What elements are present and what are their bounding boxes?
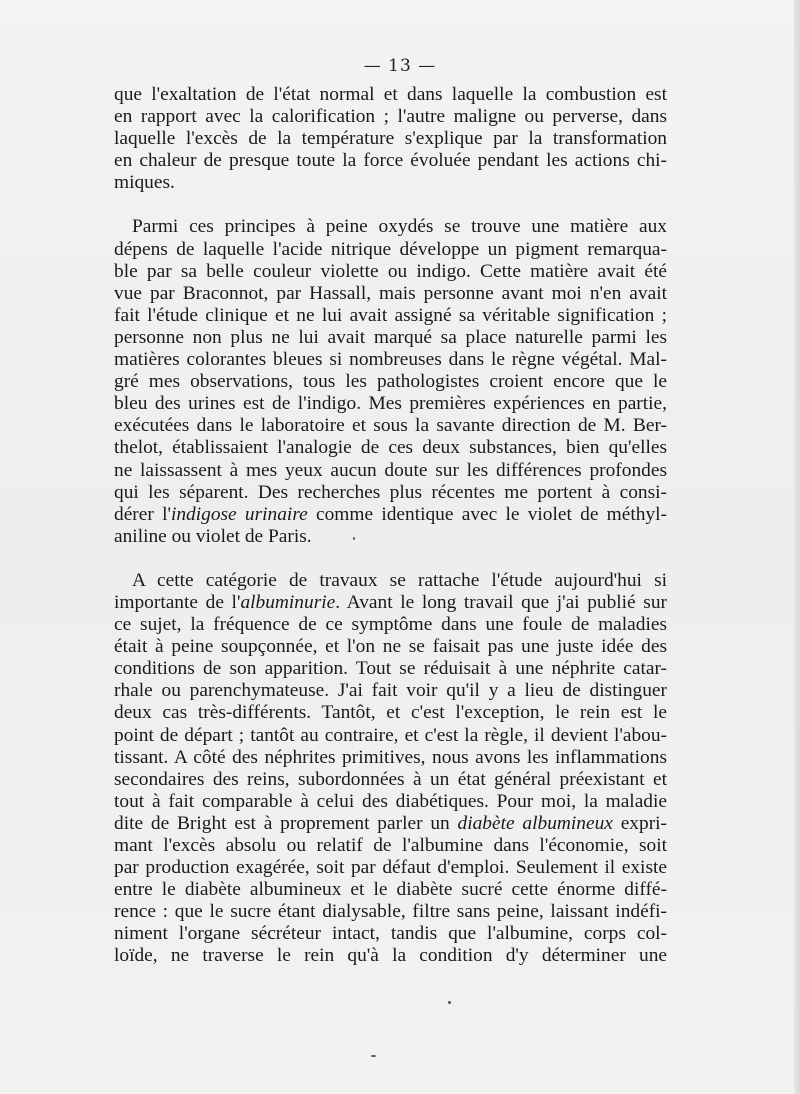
text-line: importante de l'albuminurie. Avant le long travail que j'ai publié sur (114, 591, 667, 613)
text-line: gré mes observations, tous les pathologistes croient encore que le (114, 371, 667, 393)
paragraph-1 (114, 84, 667, 194)
text-line: deux cas très-différents. Tantôt, et c'est l'exception, le rein est le (114, 702, 667, 724)
scan-speck (371, 1055, 376, 1057)
text-line: que l'exaltation de l'état normal et dans laquelle la combustion est (114, 84, 667, 105)
text-line: bleu des urines est de l'indigo. Mes premières expériences en partie, (114, 393, 667, 415)
page-number: — 13 — (363, 56, 437, 76)
text-line: Parmi ces principes à peine oxydés se trouve une matière aux (132, 216, 667, 238)
text-line: aniline ou violet de Paris. (114, 525, 312, 547)
text-line: rence : que le sucre étant dialysable, filtre sans peine, laissant indéfi- (114, 901, 667, 923)
text-line: par production exagérée, soit par défaut d'emploi. Seulement il existe (114, 857, 667, 879)
scan-speck (448, 1001, 451, 1004)
text-line: exécutées dans le laboratoire et sous la savante direction de M. Ber- (114, 415, 667, 437)
scan-speck (353, 537, 355, 540)
text-line: miques. (114, 172, 175, 194)
text-line: point de départ ; tantôt au contraire, et c'est la règle, il devient l'abou- (114, 724, 667, 746)
text-line: ne laissassent à mes yeux aucun doute sur les différences profondes (114, 459, 667, 481)
text-line: tout à fait comparable à celui des diabétiques. Pour moi, la maladie (114, 790, 667, 812)
text-line: en chaleur de presque toute la force évoluée pendant les actions chi- (114, 150, 667, 172)
text-line: thelot, établissaient l'analogie de ces deux substances, bien qu'elles (114, 437, 667, 459)
body-text (114, 84, 667, 968)
text-line: dérer l'indigose urinaire comme identique avec le violet de méthyl- (114, 503, 667, 525)
paragraph-2 (114, 216, 667, 547)
page-edge-shadow (794, 0, 800, 1094)
paragraph-3 (114, 570, 667, 968)
text-line: fait l'étude clinique et ne lui avait assigné sa véritable signification ; (114, 304, 667, 326)
text-line: laquelle l'excès de la température s'explique par la transformation (114, 128, 667, 150)
text-line: entre le diabète albumineux et le diabète sucré cette énorme diffé- (114, 879, 667, 901)
text-line: tissant. A côté des néphrites primitives, nous avons les inflammations (114, 746, 667, 768)
text-line: secondaires des reins, subordonnées à un état général préexistant et (114, 768, 667, 790)
text-line: vue par Braconnot, par Hassall, mais personne avant moi n'en avait (114, 282, 667, 304)
text-line: qui les séparent. Des recherches plus récentes me portent à consi- (114, 481, 667, 503)
text-line: dépens de laquelle l'acide nitrique développe un pigment remarqua- (114, 238, 667, 260)
text-line: personne non plus ne lui avait marqué sa place naturelle parmi les (114, 326, 667, 348)
text-line: A cette catégorie de travaux se rattache l'étude aujourd'hui si (132, 569, 667, 591)
text-line: matières colorantes bleues si nombreuses dans le règne végétal. Mal- (114, 349, 667, 371)
text-line: conditions de son apparition. Tout se réduisait à une néphrite catar- (114, 658, 667, 680)
text-line: loïde, ne traverse le rein qu'à la condition d'y déterminer une (114, 945, 667, 967)
text-line: rhale ou parenchymateuse. J'ai fait voir qu'il y a lieu de distinguer (114, 680, 667, 702)
text-line: ble par sa belle couleur violette ou indigo. Cette matière avait été (114, 260, 667, 282)
text-line: niment l'organe sécréteur intact, tandis que l'albumine, corps col- (114, 923, 667, 945)
text-line: mant l'excès absolu ou relatif de l'albumine dans l'économie, soit (114, 835, 667, 856)
text-line: dite de Bright est à proprement parler un diabète albumineux expri- (114, 812, 667, 834)
text-line: en rapport avec la calorification ; l'autre maligne ou perverse, dans (114, 106, 667, 128)
text-line: était à peine soupçonnée, et l'on ne se faisait pas une juste idée des (114, 636, 667, 658)
text-line: ce sujet, la fréquence de ce symptôme dans une foule de maladies (114, 614, 667, 636)
